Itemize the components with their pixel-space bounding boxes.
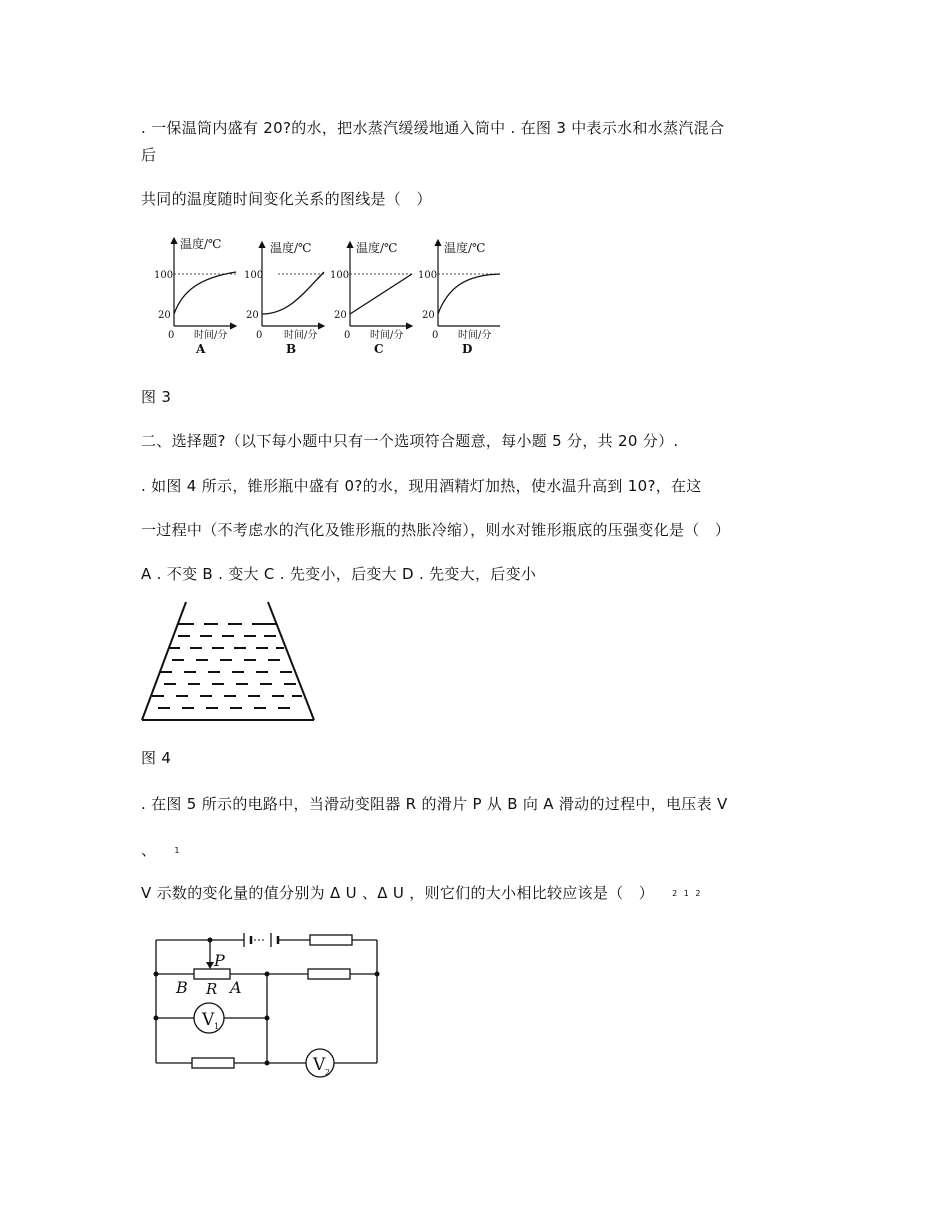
label-p: P: [214, 951, 225, 970]
graph-b-label: B: [286, 342, 297, 356]
v1-subscript: 1: [214, 1022, 220, 1031]
label-b: B: [176, 978, 188, 997]
graph-c-xlabel: 时间/分: [370, 330, 404, 341]
graph-a-ylabel: 温度/℃: [180, 237, 222, 251]
graph-a-label: A: [196, 342, 206, 356]
graph-c: [330, 240, 412, 356]
q3-line3-text: V 示数的变化量的值分别为 Δ U 、Δ U ，则它们的大小相比较应该是（ ）: [141, 884, 655, 902]
graph-d-ylabel: 温度/℃: [444, 241, 486, 255]
graph-a-xlabel: 时间/分: [194, 330, 228, 341]
figure-4-caption: 图 4: [141, 749, 172, 767]
q1-line1: . 一保温筒内盛有 20?的水，把水蒸汽缓缓地通入筒中 . 在图 3 中表示水和水蒸汽混合: [141, 119, 725, 137]
q2-line1: . 如图 4 所示，锥形瓶中盛有 0?的水，现用酒精灯加热，使水温升高到 10?，在这: [141, 477, 702, 495]
battery: [244, 933, 278, 947]
graph-b: [244, 240, 324, 356]
graph-d-origin: 0: [432, 330, 439, 341]
graph-d-y100: 100: [418, 270, 438, 281]
circuit-wires: [156, 940, 377, 1063]
water-dashes: [152, 636, 302, 708]
q2-line2: 一过程中（不考虑水的汽化及锥形瓶的热胀冷缩），则水对锥形瓶底的压强变化是（ ）: [141, 521, 731, 539]
resistor-bottom: [192, 1058, 234, 1068]
graph-c-origin: 0: [344, 330, 351, 341]
graph-d-y20: 20: [422, 310, 435, 321]
graph-b-y20: 20: [246, 310, 259, 321]
q3-line2-text: 、: [141, 841, 157, 859]
q1-line3: 共同的温度随时间变化关系的图线是（ ）: [141, 190, 432, 208]
graph-d: [418, 240, 500, 356]
graph-a-y100: 100: [154, 270, 174, 281]
resistor-top: [310, 935, 352, 945]
graph-b-origin: 0: [256, 330, 263, 341]
graph-b-ylabel: 温度/℃: [270, 241, 312, 255]
v2-label: V: [313, 1055, 326, 1075]
v1-label: V: [202, 1010, 215, 1030]
label-a: A: [230, 978, 242, 997]
slider-arrow-icon: [206, 962, 214, 969]
figure-3-caption: 图 3: [141, 388, 172, 406]
graph-d-xlabel: 时间/分: [458, 330, 492, 341]
section-2-heading: 二、选择题?（以下每小题中只有一个选项符合题意，每小题 5 分，共 20 分）.: [141, 432, 679, 450]
graph-c-y100: 100: [330, 270, 350, 281]
graph-d-label: D: [462, 342, 473, 356]
resistor-middle: [308, 969, 350, 979]
graph-a-origin: 0: [168, 330, 175, 341]
figure-3-graphs: [148, 232, 508, 360]
label-r: R: [206, 980, 218, 998]
q3-line2-subscript: 1: [174, 846, 182, 855]
rheostat-r: [194, 969, 230, 979]
q3-line3: [141, 884, 702, 903]
graph-a: [154, 236, 236, 356]
q3-line3-subscripts: 2 1 2: [672, 889, 703, 898]
graph-a-y20: 20: [158, 310, 171, 321]
figure-4-flask: [138, 600, 320, 724]
graph-b-y100: 100: [244, 270, 264, 281]
q1-line2: 后: [141, 146, 157, 164]
v2-subscript: 2: [325, 1068, 331, 1077]
q2-options: A . 不变 B . 变大 C . 先变小，后变大 D . 先变大，后变小: [141, 565, 537, 583]
graph-b-xlabel: 时间/分: [284, 330, 318, 341]
graph-c-ylabel: 温度/℃: [356, 241, 398, 255]
q3-line1: . 在图 5 所示的电路中，当滑动变阻器 R 的滑片 P 从 B 向 A 滑动的过程中，电压表 V: [141, 795, 728, 813]
figure-5-circuit: [150, 930, 382, 1080]
q3-line2: [141, 841, 181, 860]
graph-c-label: C: [374, 342, 384, 356]
graph-c-y20: 20: [334, 310, 347, 321]
